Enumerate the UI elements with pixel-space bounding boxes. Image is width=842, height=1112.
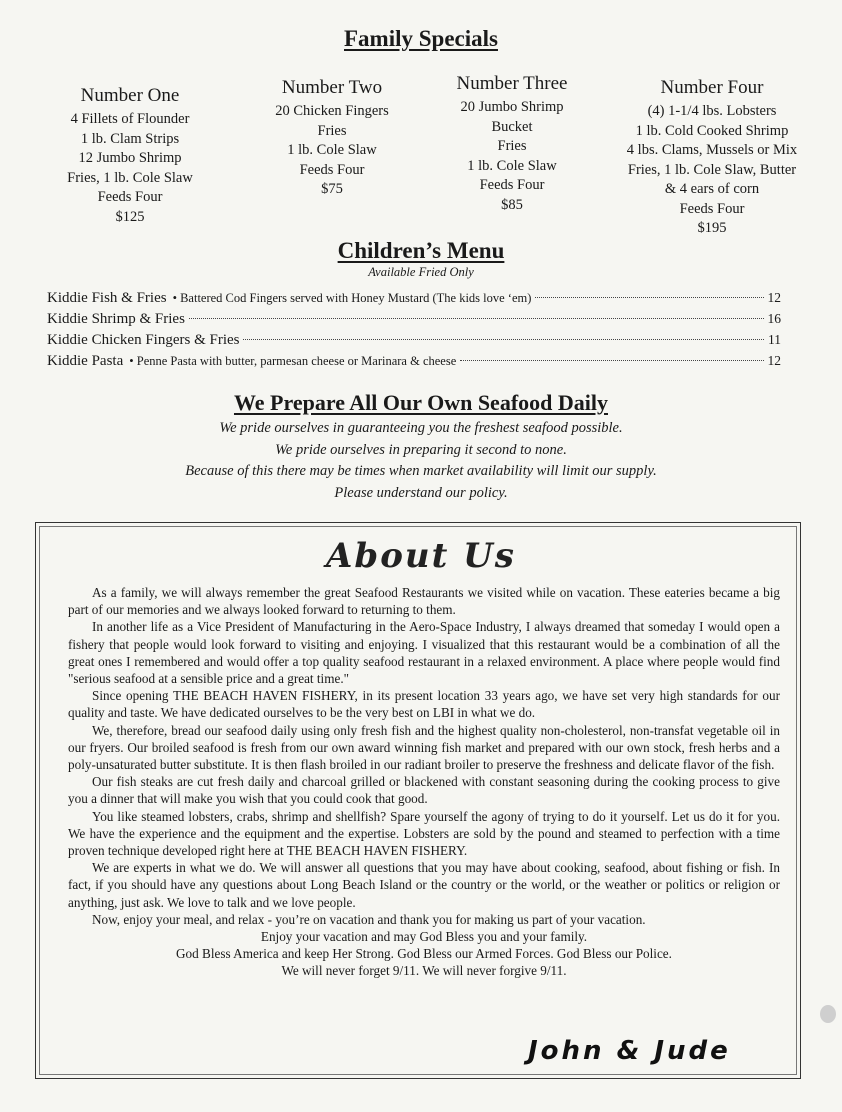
about-closing-line: Enjoy your vacation and may God Bless you and your family.	[260, 929, 588, 945]
prepare-line: We pride ourselves in preparing it second to none.	[275, 441, 567, 458]
about-us-text	[68, 584, 780, 980]
special-heading: Number Two	[281, 77, 383, 98]
item-name: Kiddie Shrimp & Fries	[47, 311, 185, 327]
prepare-line: Please understand our policy.	[334, 484, 508, 501]
prepare-line: Because of this there may be times when market availability will limit our supply.	[185, 463, 657, 479]
special-line: Fries, 1 lb. Cole Slaw	[67, 169, 193, 186]
item-price: 16	[767, 311, 781, 326]
item-name: Kiddie Fish & Fries	[47, 290, 167, 306]
special-line: 1 lb. Cole Slaw	[287, 142, 377, 158]
about-paragraph: As a family, we will always remember the great Seafood Restaurants we visited while on vacation. These eateries became a big part of our memories and we always looked forward to returning to them.	[68, 585, 780, 618]
about-us-title: About Us	[326, 536, 516, 576]
about-paragraph: Our fish steaks are cut fresh daily and charcoal grilled or blackened with constant seasoning during the cooking process to give you a dinner that will make you wish that you could cook that good.	[68, 774, 780, 807]
special-line: Feeds Four	[97, 189, 163, 205]
dot-leader	[460, 360, 763, 361]
special-heading: Number Four	[660, 77, 764, 98]
dot-leader	[189, 318, 764, 319]
special-line: (4) 1-1/4 lbs. Lobsters	[647, 103, 777, 119]
childrens-menu-list	[47, 290, 781, 374]
prepare-line: We pride ourselves in guaranteeing you the freshest seafood possible.	[219, 420, 623, 436]
special-line: 20 Jumbo Shrimp	[460, 99, 564, 115]
dot-leader	[535, 297, 763, 298]
special-line: Fries	[317, 122, 347, 139]
about-paragraph: Now, enjoy your meal, and relax - you’re on vacation and thank you for making us part of your vacation.	[92, 911, 646, 927]
special-line: 12 Jumbo Shrimp	[78, 150, 182, 166]
special-line: Bucket	[491, 118, 533, 135]
about-paragraph: We, therefore, bread our seafood daily using only fresh fish and the highest quality non-cholesterol, non-transfat vegetable oil in our fryers. Our broiled seafood is fresh from our own award winning fish market and prepared with our own stock, fresh herbs and a poly-unsaturated butter substitute. It is then flash broiled in our radiant broiler to preserve the freshness and delicate flavor of the fish.	[68, 722, 780, 773]
special-price: $85	[501, 196, 523, 213]
special-line: 1 lb. Cold Cooked Shrimp	[635, 122, 789, 139]
prepare-title: We Prepare All Our Own Seafood Daily	[233, 390, 608, 415]
about-paragraph: We are experts in what we do. We will answer all questions that you may have about cooking, seafood, about fishing or fish. In fact, if you should have any questions about Long Beach Island or the country or the world, or the weather or politics or religion or anything, just ask. We love to talk and we love people.	[68, 860, 780, 910]
special-heading: Number One	[80, 85, 180, 106]
special-line: Feeds Four	[299, 161, 365, 178]
item-description: • Penne Pasta with butter, parmesan cheese or Marinara & cheese	[129, 354, 457, 368]
about-paragraph: You like steamed lobsters, crabs, shrimp and shellfish? Spare yourself the agony of trying to do it yourself. Let us do it for you. We have the experience and the equipment and the expertise. Lobsters are sold by the pound and steamed to perfection with a time proven technique developed right here at THE BEACH HAVEN FISHERY.	[68, 808, 780, 859]
special-price: $75	[321, 181, 343, 197]
list-item	[47, 290, 781, 311]
special-line: Feeds Four	[479, 177, 545, 193]
special-line: 20 Chicken Fingers	[275, 103, 389, 119]
about-paragraph: Since opening THE BEACH HAVEN FISHERY, in its present location 33 years ago, we have set very high standards for our quality and taste. We have dedicated ourselves to be the very best on LBI in what we do.	[68, 688, 780, 721]
signature: John & Jude	[528, 1036, 731, 1066]
childrens-menu-subtitle: Available Fried Only	[368, 265, 474, 279]
item-price: 12	[767, 290, 781, 305]
item-price: 11	[768, 332, 781, 347]
list-item	[47, 311, 781, 332]
dot-leader	[243, 339, 764, 340]
family-specials-title: Family Specials	[344, 26, 498, 51]
special-number-four	[612, 76, 812, 239]
special-price: $195	[697, 220, 727, 236]
special-line: Fries, 1 lb. Cole Slaw, Butter	[627, 161, 797, 178]
special-heading: Number Three	[456, 73, 568, 94]
about-closing-line: God Bless America and keep Her Strong. God Bless our Armed Forces. God Bless our Police.	[176, 946, 672, 962]
item-name: Kiddie Chicken Fingers & Fries	[47, 332, 240, 348]
binder-hole	[820, 1005, 836, 1023]
special-line: & 4 ears of corn	[664, 181, 760, 197]
special-line: Fries	[497, 138, 527, 154]
childrens-menu-title: Children’s Menu	[337, 238, 505, 263]
special-line: 1 lb. Clam Strips	[80, 130, 180, 147]
about-paragraph: In another life as a Vice President of Manufacturing in the Aero-Space Industry, I always dreamed that someday I would open a fishery that people would look forward to visiting and enjoying. I visualized that this restaurant would be a combination of all the great ones I remembered and would offer a top quality seafood restaurant in a relaxed environment. A place where people would find "serious seafood at a sensible price and a great time."	[68, 619, 780, 687]
prepare-statement	[0, 418, 842, 504]
special-number-one	[50, 84, 210, 227]
special-line: 4 lbs. Clams, Mussels or Mix	[626, 142, 798, 158]
special-price: $125	[115, 208, 145, 225]
special-number-three	[432, 72, 592, 215]
about-closing-line: We will never forget 9/11. We will never forgive 9/11.	[281, 963, 567, 979]
list-item	[47, 353, 781, 374]
list-item	[47, 332, 781, 353]
item-price: 12	[767, 353, 781, 368]
special-line: 4 Fillets of Flounder	[70, 111, 190, 127]
special-line: Feeds Four	[679, 200, 745, 217]
special-number-two	[252, 76, 412, 200]
item-name: Kiddie Pasta	[47, 353, 124, 369]
special-line: 1 lb. Cole Slaw	[467, 157, 557, 174]
item-description: • Battered Cod Fingers served with Honey Mustard (The kids love ‘em)	[172, 291, 532, 305]
